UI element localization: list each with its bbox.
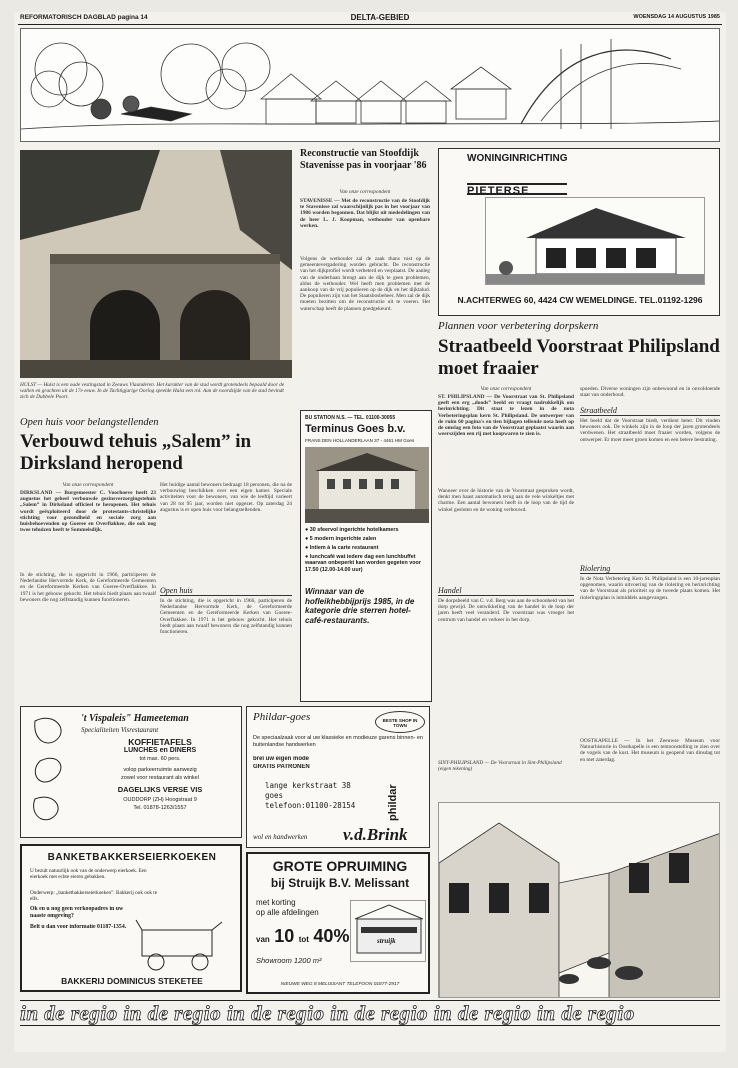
phildar-l1: De speciaalzaak voor al uw klassieke en modieuze garens binnen- en buitenlandse handwerken: [253, 735, 423, 748]
voor-side3: OOSTKAPELLE — In het Zeeuwse Museum voor Natuurhistorie in Oostkapelle is een tentoonstelling te zien over de vogels van de kust. Het museum is geopend van dinsdag tot en met zaterdag.: [580, 738, 720, 763]
ad-phildar: [246, 706, 430, 848]
struijk-building-drawing: [350, 900, 426, 962]
phildar-badge: BESTE SHOP IN TOWN: [375, 711, 425, 733]
terminus-hotel-photo: [305, 447, 429, 523]
struijk-title: GROTE OPRUIMING: [272, 858, 408, 874]
salem-subhead: Open huis: [160, 586, 292, 596]
terminus-bullet-4: ● lunchcafé wat iedere dag een lunchbuffet waarvan onbeperkt kan worden gegeten voor 17.50 (12.00-14.00 uur): [305, 554, 421, 573]
vispaleis-sub: Specialiteiten Visrestaurant: [81, 726, 159, 734]
banket-l1: U bezult natuurlijk ook van de onderwerp eierkoek. Een eierkoek met echte eieren gebakken.: [30, 868, 147, 881]
header-left: REFORMATORISCH DAGBLAD pagina 14: [20, 14, 148, 21]
banket-title: BANKETBAKKERSEIERKOEKEN: [47, 852, 217, 863]
vispaleis-l6: DAGELIJKS VERSE VIS: [117, 785, 203, 794]
voor-subhead-riolering: Riolering: [580, 564, 720, 574]
salem-headline: Verbouwd tehuis „Salem” in Dirksland heropend: [20, 431, 252, 474]
salem-byline: Van onze correspondent: [62, 482, 114, 488]
voor-kicker: Plannen voor verbetering dorpskern: [438, 320, 599, 332]
phildar-l3: GRATIS PATRONEN: [253, 764, 310, 770]
hulst-photo-caption: HULST — Hulst is een oude vestingstad in Zeeuws Vlaanderen. Het karakter van de stad wordt grotendeels bepaald door de wallen en grachten uit de 17e eeuw. In de Tachtigjarige Oorlog speelde Hulst een rol. Aan de noordzijde van de stad bevindt zich de Dubbele Poort.: [20, 382, 285, 400]
terminus-bullet-3-text: Intiem à la carte restaurant: [309, 545, 379, 551]
ad-terminus: [300, 410, 432, 702]
voor-subhead-handel: Handel: [438, 586, 574, 596]
banket-l3: Ok en u nog geen verkoopadres in uw naaste omgeving?: [30, 906, 124, 919]
banket-l2: Onderwerp: „banketbakkerseierkoeken”. Bakkerij ook ook te elfs.: [30, 890, 158, 902]
salem-kicker: Open huis voor belangstellenden: [20, 417, 159, 428]
header-center: DELTA-GEBIED: [350, 13, 410, 22]
phildar-addr2: goes: [265, 791, 284, 800]
struijk-percent: [256, 926, 356, 950]
woning-name: WONINGINRICHTING: [467, 153, 568, 164]
struijk-l2: op alle afdelingen: [256, 908, 319, 917]
struijk-l1: met korting: [256, 898, 296, 907]
terminus-bullet-3: ● Intiem à la carte restaurant: [305, 545, 379, 551]
salem-body2-part2: In de stichting, die is opgericht in 1966, participeren de Nederlandse Hervormde Kerk, de Gereformeerde Gemeenten en de Gereformeerde Kerken van Goeree-Overflakkee. In 1971 is het gebouw gekocht. Het tehuis biedt plaats aan twaalf bewoners die nog zelfstandig kunnen functioneren.: [160, 598, 292, 636]
voorstraat-street-drawing: [438, 802, 720, 998]
salem-body2-part1: Het huidige aantal bewoners bedraagt 18 personen, die na de verbouwing beschikken over een eigen kamer. Speciale activiteiten voor de bewoners, van wie de leeftijd varieert van 28 tot 95 jaar, worden niet opgezet. Op zaterdag 24 augustus is er open huis voor belangstellenden.: [160, 482, 292, 513]
voor-side1: Het beeld dat de Voorstraat biedt, verdient beter. Dit vinden bewoners ook. De winkels zijn in de loop der jaren grotendeels verdwenen. Het straatbeeld moet fraaier worden, volgens de ontwerper. Er moet meer groen komen en een betere bestrating.: [580, 418, 720, 443]
phildar-l2: breï uw eigen mode: [253, 756, 310, 762]
bakery-cart-illustration: [122, 916, 234, 972]
banket-foot: BAKKERIJ DOMINICUS STEKETEE: [61, 976, 203, 986]
voor-body: Wanneer over de historie van de Voorstraat gesproken wordt, denkt men haast automatisch terug aan de vele winkeltjes met charme. Een aantal bewoners heeft in de loop van de tijd de winkel gesloten en de woning verbouwd.: [438, 488, 574, 513]
terminus-bullet-2: ● 5 modern ingerichte zalen: [305, 536, 377, 542]
struijk-to: 40: [313, 926, 334, 946]
ad-woninginrichting: [438, 148, 720, 316]
stav-headline: Reconstructie van Stoofdijk Stavenisse pas in voorjaar '86: [300, 148, 427, 171]
vispaleis-l1: KOFFIETAFELS: [128, 737, 192, 747]
terminus-slogan: Winnaar van de hofleikhebbijprijs 1985, in de kategorie drie sterren hotel-café-restaurants.: [305, 587, 415, 625]
woning-brand: PIETERSE: [467, 183, 567, 195]
woning-address: N.ACHTERWEG 60, 4424 CW WEMELDINGE. TEL.01192-1296: [457, 295, 703, 305]
voor-body2: De dorpsbeeld van C. v.d. Berg was aan de schoonheid van het dorp gewijd. De ontwikkeling van de handel in de loop der jaren heeft veel veranderd. De voorstraat was vroeger het centrum van handel en verkeer in het dorp.: [438, 598, 574, 623]
terminus-bullet-1-text: 30 sfeervol ingerichte hotelkamers: [309, 527, 399, 533]
salem-body: In de stichting, die is opgericht in 1966, participeren de Nederlandse Hervormde Kerk, de Gereformeerde Gemeenten en de Gereformeerde Kerken van Goeree-Overflakkee. In 1971 is het gebouw gekocht. Het tehuis biedt plaats aan twaalf bewoners die nog zelfstandig kunnen functioneren.: [20, 572, 156, 603]
phildar-brand: v.d.Brink: [343, 825, 408, 844]
voor-side2: In de Nota Verbetering Kern St. Philipsland is een 10-jarenplan opgenomen, waarin uitvoering van de riolering en herinrichting van de Voorstraat als prioriteit op de tweede plaats komen. Het rioleringsplan is inmiddels aangevangen.: [580, 576, 720, 601]
salem-lead: DIRKSLAND — Burgemeester C. Voorhoeve heeft 23 augustus het geheel verbouwde gezinsverzorgingstehuis „Salem” in Dirksland officieel te heropenen. Het tehuis wordt geëxploiteerd door de protestants-christelijke stichting voor gezondheid en sociale zorg aan huisbehoevenden op Goeree en Overflakkee, die ook nog twee tehuizen heeft te Sommelsdijk.: [20, 490, 156, 534]
terminus-name: Terminus Goes b.v.: [305, 423, 406, 435]
phildar-addr1: lange kerkstraat 38: [265, 781, 351, 790]
voor-byline: Van onze correspondent: [480, 386, 532, 392]
stav-byline: Van onze correspondent: [339, 189, 391, 195]
struijk-show: Showroom 1200 m²: [256, 956, 322, 965]
voor-subhead-straatbeeld: Straatbeeld: [580, 406, 720, 416]
vispaleis-l5: zowel voor restaurant als winkel: [121, 775, 199, 781]
vispaleis-l8: Tel. 01878-1263/1557: [133, 805, 187, 811]
terminus-bullet-2-text: 5 modern ingerichte zalen: [309, 536, 377, 542]
vispaleis-l2: LUNCHES en DINERS: [123, 747, 197, 754]
ad-vispaleis: [20, 706, 242, 838]
vispaleis-l4: volop parkeerruimte aanwezig: [123, 767, 197, 773]
vispaleis-l7: OUDDORP (ZH) Hoogstraat 9: [123, 797, 197, 803]
struijk-logo: struijk: [377, 937, 396, 945]
phildar-foot: wol en handwerken: [253, 833, 308, 841]
ad-struijk: [246, 852, 430, 994]
header-right: WOENSDAG 14 AUGUSTUS 1985: [633, 14, 720, 20]
struijk-mid: tot: [298, 935, 309, 944]
struijk-sub: bij Struijk B.V. Melissant: [270, 876, 410, 890]
voor-side-top: spoeden. Diverse woningen zijn onbewoond en in onvoldoende staat van onderhoud.: [580, 386, 720, 399]
struijk-pct: %: [333, 926, 350, 946]
hulst-gate-photo: [20, 150, 292, 378]
voor-headline: Straatbeeld Voorstraat Philipsland moet fraaier: [438, 336, 720, 379]
voor-lead: ST. PHILIPSLAND — De Voorstraat van St. Philipsland geeft een erg „doods” beeld en vraagt nadrukkelijk om herinrichting. Dit staat te lezen in de nota Verbeteringsplan kern St. Philipsland. De ontwerper van de ruim 60 pagina's en tien bijlagen tellende nota heeft op de omslag een foto van de Voorstraat geplaatst waarin aan weerszijden een rij met koopwaren te zien is.: [438, 394, 574, 438]
struijk-pre: van: [256, 935, 270, 944]
stav-lead: STAVENISSE — Met de reconstructie van de Stoofdijk te Stavenisse zal waarschijnlijk pas in het voorjaar van 1986 worden begonnen. Dat blijkt uit mededelingen van de heer L. J. Koopman, wethouder van openbare werken.: [300, 198, 430, 229]
ad-banketbakker: [20, 844, 242, 992]
voorstraat-caption: SINT-PHILIPSLAND — De Voorstraat in Sint-Philipsland (eigen tekening): [438, 760, 562, 772]
vispaleis-name: 't Vispaleis" Hameeteman: [81, 713, 189, 724]
banket-l4: Belt u dan voor informatie 01187-1354.: [30, 924, 127, 930]
terminus-top: BU STATION N.S. — TEL. 01100-30055: [305, 415, 396, 421]
terminus-bullet-4-text: lunchcafé wat iedere dag een lunchbuffet waarvan onbeperkt kan worden gegeten voor 17.50 (12.00-14.00 uur): [305, 554, 421, 573]
footer-banner: [20, 1000, 720, 1026]
phildar-logo: Phildar-goes: [253, 711, 311, 723]
fish-illustration: [25, 711, 75, 829]
struijk-addr: NIEUWE WEG 8 MELISSANT TELEFOON 01877-2917: [280, 982, 400, 987]
terminus-address: FRANS DEN HOLLANDERLAAN 37 - 4461 HM Goes: [305, 438, 415, 443]
footer-banner-text: in de regio in de regio in de regio in de regio in de regio in de regio: [20, 1001, 635, 1025]
header-rule: [18, 24, 722, 25]
struijk-from: 10: [274, 926, 295, 946]
stav-body: Volgens de wethouder zal de zaak thans vast op de gemeentevergadering worden gebracht. De reconstructie van het dijkprofiel wordt verbeterd en verplaatst. De aanleg van de onderbaan brengt aan de dijk te geen problemen, aldus de wethouder. Wel heeft men problemen met de aankoop van de vrij populieren op de dijk en het dijktalud. De populieren zijn van het Staatsbosbeheer. Men zal de dijk moeten bezitten om de reconstructie uit te voeren. Het waterschap heeft de plannen goedgekeurd.: [300, 256, 430, 312]
top-sketch-illustration: [20, 28, 720, 142]
phildar-vertical: phildar: [387, 784, 399, 821]
woning-store-drawing: [485, 197, 705, 285]
terminus-bullet-1: ● 30 sfeervol ingerichte hotelkamers: [305, 527, 399, 533]
newspaper-page: [14, 12, 726, 1052]
phildar-addr3: telefoon:01100-28154: [265, 801, 356, 810]
town-sketch-image: [21, 29, 720, 142]
vispaleis-l3: tot max. 60 pers.: [139, 756, 181, 762]
